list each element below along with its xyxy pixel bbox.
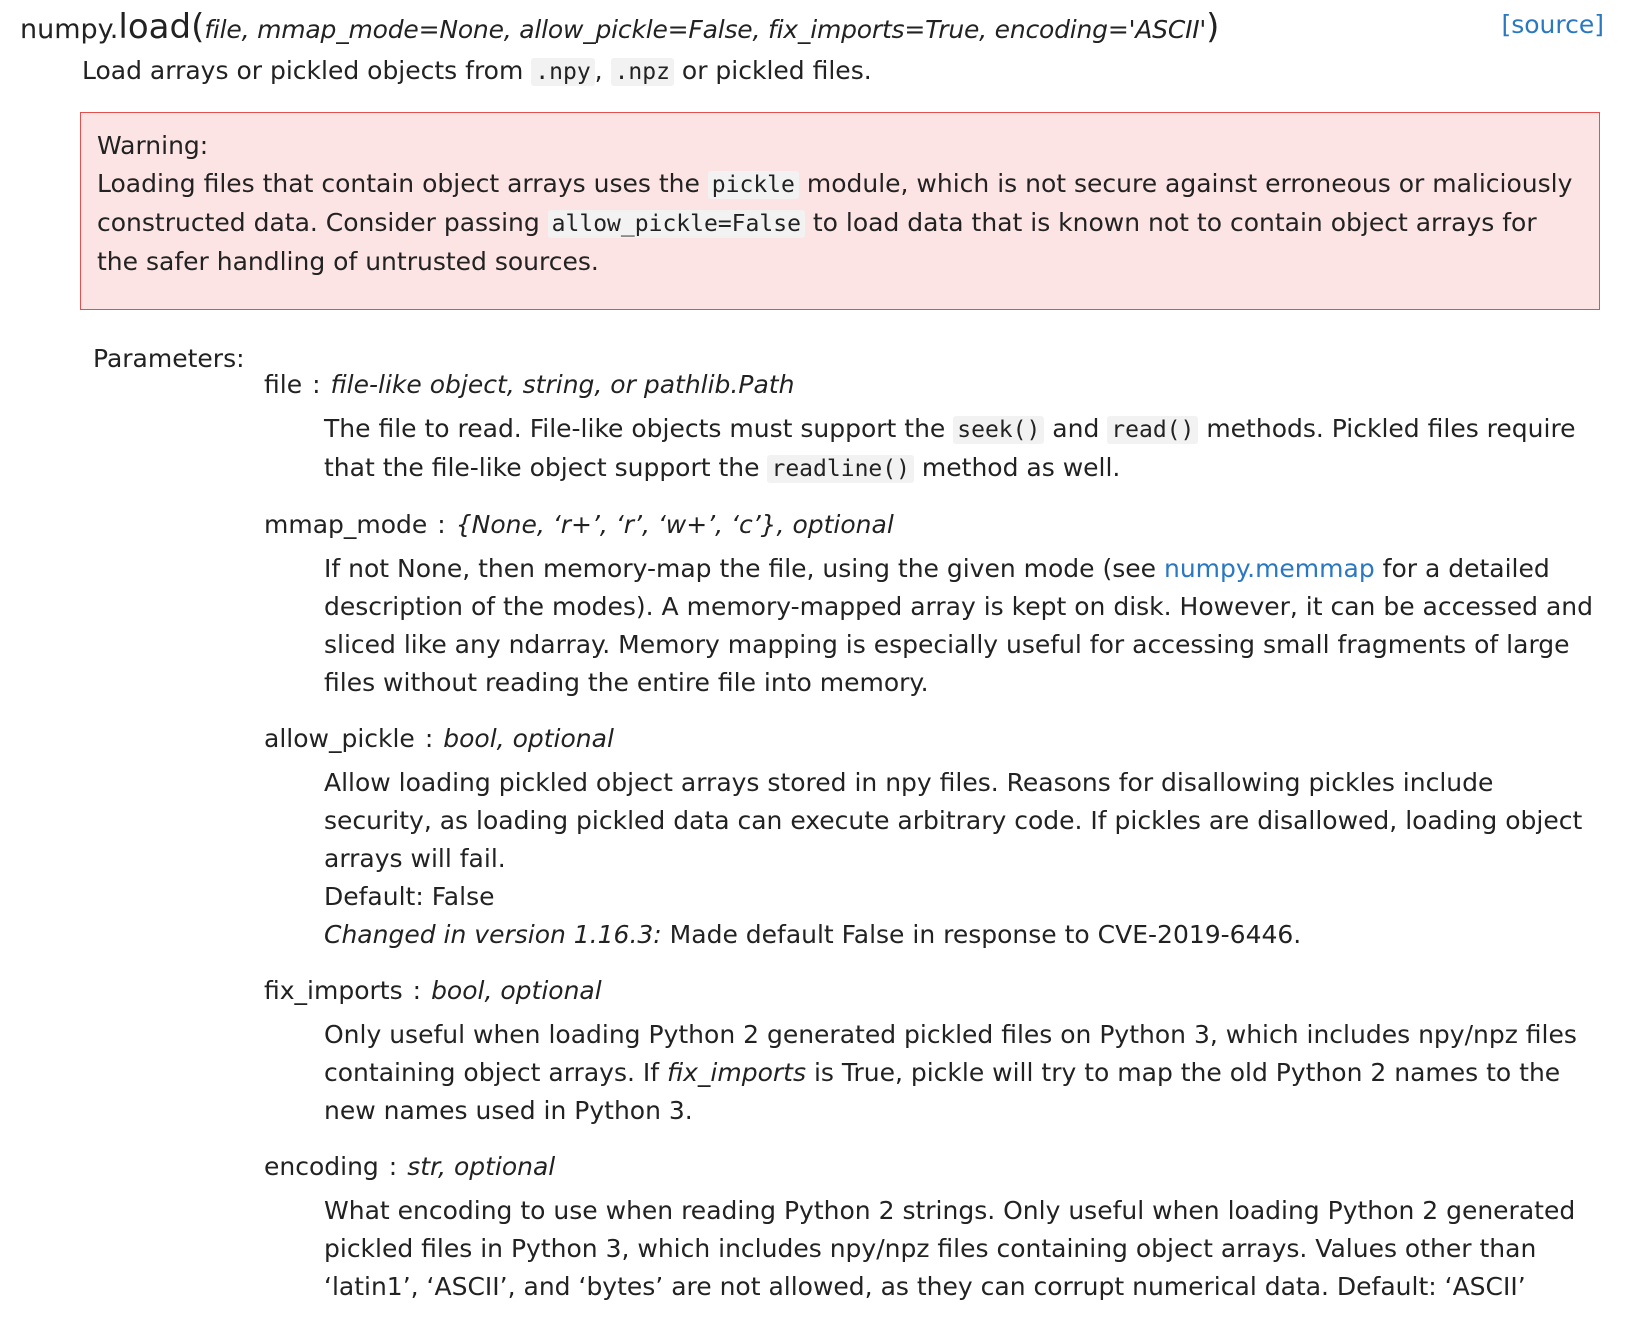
param-name: mmap_mode — [264, 510, 428, 539]
param-allow-pickle — [264, 720, 1604, 954]
desc-text: If not None, then memory-map the file, using the given mode (see — [324, 554, 1164, 583]
open-paren: ( — [191, 7, 205, 47]
desc-text: and — [1044, 414, 1108, 443]
desc-text: Only useful when loading Python 2 generated pickled files on Python 3, which includes npy/npz files containing object arrays. If — [324, 1020, 1577, 1087]
function-signature — [20, 8, 1534, 49]
warning-text: to load data that is known not to contain object arrays for the safer handling of untrusted sources. — [97, 208, 1537, 276]
desc-text: What encoding to use when reading Python 2 strings. Only useful when loading Python 2 generated pickled files in Python 3, which includes npy/npz files containing object arrays. Values other than ‘latin1’, ‘ASCII’, and ‘bytes’ are not allowed, as they can corrupt numerical data. Default: ‘ASCII’ — [324, 1196, 1576, 1301]
param-sep: : — [388, 1152, 398, 1181]
param-encoding — [264, 1148, 1604, 1306]
module-prefix: numpy. — [20, 14, 119, 45]
default-text: Default: False — [324, 882, 495, 911]
param-description — [324, 410, 1604, 488]
param-type: bool, optional — [431, 976, 602, 1005]
code-readline: readline() — [767, 455, 913, 483]
source-link[interactable]: [source] — [1501, 10, 1604, 39]
param-name: fix_imports — [264, 976, 403, 1005]
param-type: str, optional — [407, 1152, 556, 1181]
param-name: file — [264, 370, 303, 399]
param-name: allow_pickle — [264, 724, 415, 753]
param-type: file-like object, string, or pathlib.Path — [330, 370, 795, 399]
param-description — [324, 1192, 1604, 1306]
warning-text: Loading files that contain object arrays uses the — [97, 169, 708, 198]
param-description — [324, 1016, 1604, 1130]
param-file — [264, 366, 1604, 488]
memmap-link[interactable]: numpy.memmap — [1163, 554, 1375, 583]
parameters-label: Parameters: — [93, 344, 245, 373]
version-changed-label: Changed in version 1.16.3: — [324, 920, 662, 949]
code-npy: .npy — [531, 58, 594, 86]
desc-text: method as well. — [913, 453, 1121, 482]
param-type: {None, ‘r+’, ‘r’, ‘w+’, ‘c’}, optional — [455, 510, 894, 539]
summary-sep: , — [594, 56, 611, 85]
param-description — [324, 550, 1604, 702]
desc-text: The file to read. File-like objects must support the — [324, 414, 954, 443]
warning-text: module, which is not secure against erroneous or maliciously constructed data. Consider passing — [97, 169, 1573, 237]
param-name: encoding — [264, 1152, 379, 1181]
code-npz: .npz — [611, 58, 674, 86]
param-fix-imports — [264, 972, 1604, 1130]
warning-body — [97, 165, 1583, 281]
code-seek: seek() — [953, 416, 1044, 444]
param-description — [324, 764, 1604, 954]
param-sep: : — [437, 510, 446, 539]
function-args: file, mmap_mode=None, allow_pickle=False, fix_imports=True, encoding='ASCII' — [204, 15, 1207, 44]
warning-title: Warning: — [97, 131, 209, 160]
desc-text: for a detailed description of the modes). A memory-mapped array is kept on disk. However, it can be accessed and sliced like any ndarray. Memory mapping is especially useful for accessing small fragments of large files without reading the entire file into memory. — [324, 554, 1594, 697]
param-sep: : — [412, 976, 422, 1005]
version-change-note — [324, 916, 1604, 954]
summary-text: Load arrays or pickled objects from — [82, 56, 532, 85]
desc-text: Allow loading pickled object arrays stored in npy files. Reasons for disallowing pickles include security, as loading pickled data can execute arbitrary code. If pickles are disallowed, loading object arrays will fail. — [324, 768, 1583, 873]
code-pickle: pickle — [708, 171, 799, 199]
function-name: load — [118, 7, 192, 47]
code-read: read() — [1107, 416, 1198, 444]
param-sep: : — [424, 724, 434, 753]
param-sep: : — [312, 370, 321, 399]
summary-text-end: or pickled files. — [673, 56, 872, 85]
summary-line — [82, 53, 872, 90]
param-mmap-mode — [264, 506, 1604, 702]
warning-box — [80, 112, 1600, 310]
version-changed-text: Made default False in response to CVE-2019-6446. — [661, 920, 1302, 949]
code-allow-pickle: allow_pickle=False — [548, 210, 805, 238]
desc-text: methods. Pickled files require that the file-like object support the — [324, 414, 1576, 482]
close-paren: ) — [1206, 7, 1220, 47]
desc-text: is True, pickle will try to map the old Python 2 names to the new names used in Python 3. — [324, 1058, 1561, 1125]
parameters-list — [264, 366, 1604, 1324]
param-type: bool, optional — [443, 724, 614, 753]
param-reference: fix_imports — [666, 1058, 806, 1087]
